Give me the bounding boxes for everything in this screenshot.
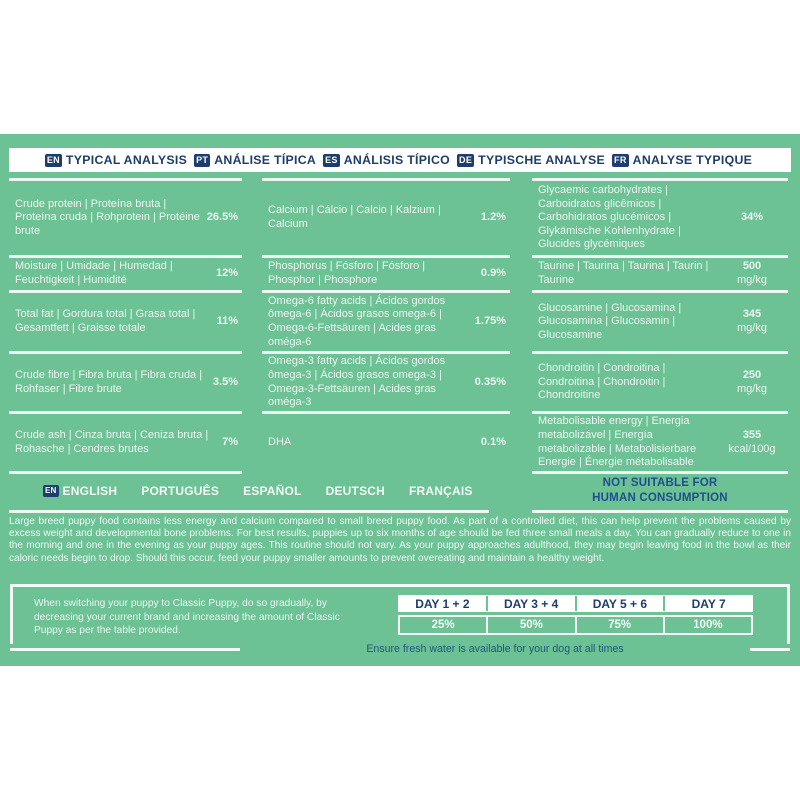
nutrient-unit: mg/kg [737,322,767,334]
divider [532,510,788,513]
day-header-3-4: DAY 3 + 4 [488,596,577,611]
nutrient-value [716,308,788,335]
header-group-pt [194,153,316,167]
nutrient-value: 11% [216,315,238,328]
language-french: FRANÇAIS [409,484,473,498]
analysis-row-taurine [532,258,788,290]
language-spanish: ESPAÑOL [243,484,302,498]
analysis-column-1 [9,178,242,471]
analysis-row-crude-ash [9,414,242,471]
nutrient-label: Omega-3 fatty acids | Ácidos gordos ômega-3 | Ácidos grasos omega-3 | Omega-3-Fettsäuren | Acides gras oméga-3 [268,355,446,409]
divider [532,471,788,474]
header-title-pt: ANÁLISE TÍPICA [214,153,317,167]
nutrient-value: 7% [222,435,238,448]
nutrient-value [716,429,788,456]
transition-table-header [398,595,753,612]
fr-flag-badge: FR [614,154,627,165]
nutrient-amount: 345 [742,308,762,321]
language-label: ENGLISH [62,484,118,498]
nutrient-value: 3.5% [212,375,238,388]
typical-analysis-header [9,148,791,172]
header-title-fr: ANALYSE TYPIQUE [632,153,753,167]
nutrient-label: Moisture | Umidade | Humedad | Feuchtigkeit | Humidité [15,260,173,286]
nutrient-label: Glucosamine | Glucosamina | Glucosamina | Glucosamin | Glucosamine [538,301,682,341]
nutrient-value: 0.9% [480,267,506,280]
en-flag-badge: EN [46,154,60,165]
header-group-en [45,153,187,167]
nutrient-value: 26.5% [206,211,238,224]
analysis-column-2 [262,178,510,471]
nutrient-label: DHA [268,435,292,448]
fresh-water-note: Ensure fresh water is available for your dog at all times [366,643,624,655]
language-list [9,476,489,506]
analysis-row-dha [262,414,510,471]
divider [750,648,790,651]
human-consumption-warning [532,476,788,506]
language-english [43,484,117,498]
analysis-row-chondroitin [532,354,788,411]
nutrient-label: Glycaemic carbohydrates | Carboidratos glicêmicos | Carbohidratos glucémicos | Glykämische Kohlenhydrate | Glucides glycémiques [538,184,681,251]
nutrient-value: 0.1% [480,435,506,448]
day-header-1-2: DAY 1 + 2 [399,596,488,611]
warning-line-1: NOT SUITABLE FOR [602,477,718,489]
pt-flag-badge: PT [196,154,209,165]
divider [9,471,242,474]
transition-instructions: When switching your puppy to Classic Puppy, do so gradually, by decreasing your current brand and increasing the amount of Classic Puppy as per the table provided. [34,598,340,636]
day-header-5-6: DAY 5 + 6 [577,596,666,611]
nutrient-label: Metabolisable energy | Energia metabolizável | Energía metabolizable | Metabolisierbare Energie | Énergie métabolisable [538,415,697,469]
warning-line-2: HUMAN CONSUMPTION [592,492,728,504]
nutrient-amount: 34% [740,211,764,224]
analysis-column-3 [532,178,788,471]
day-percent-7: 100% [693,619,723,631]
nutrient-unit: mg/kg [737,382,767,395]
divider [9,510,489,513]
analysis-row-crude-protein [9,181,242,255]
nutrient-value [716,369,788,396]
nutrient-label: Calcium | Cálcio | Calcio | Kalzium | Calcium [268,204,441,230]
analysis-row-phosphorus [262,258,510,290]
nutrient-amount: 355 [742,428,762,441]
day-header-7: DAY 7 [691,597,726,611]
nutrient-value [716,211,788,225]
header-title-en: TYPICAL ANALYSIS [65,153,188,167]
header-group-fr [612,153,752,167]
nutrient-label: Omega-6 fatty acids | Ácidos gordos ômega-6 | Ácidos grasos omega-6 | Omega-6-Fettsäuren | Acides gras oméga-6 [268,294,446,348]
analysis-row-glycaemic-carbs [532,181,788,255]
nutrient-label: Taurine | Taurina | Taurina | Taurin | Taurine [538,260,709,286]
nutrient-label: Phosphorus | Fósforo | Fósforo | Phosphor | Phosphore [268,260,426,286]
nutrient-label: Crude ash | Cinza bruta | Ceniza bruta | Rohasche | Cendres brutes [15,428,209,455]
header-group-de [457,153,605,167]
nutrient-label: Crude fibre | Fibra bruta | Fibra cruda | Rohfaser | Fibre brute [15,368,203,395]
water-note-row [10,642,790,656]
nutrient-label: Total fat | Gordura total | Grasa total | Gesamtfett | Graisse totale [15,308,196,334]
day-percent-3-4: 50% [488,617,576,633]
nutrient-value: 0.35% [474,375,506,388]
de-flag-badge: DE [459,154,473,165]
divider [10,648,240,651]
analysis-row-omega-3 [262,354,510,411]
es-flag-badge: ES [325,154,338,165]
language-german: DEUTSCH [325,484,386,498]
analysis-row-glucosamine [532,293,788,351]
transition-table [398,595,753,635]
nutrient-value: 1.2% [480,211,506,224]
nutrient-label: Crude protein | Proteína bruta | Proteína cruda | Rohprotein | Protéine brute [15,197,200,237]
analysis-row-calcium [262,181,510,255]
nutrient-amount: 500 [742,260,762,273]
en-flag-badge: EN [45,486,57,495]
analysis-row-metabolisable-energy [532,414,788,471]
nutrient-amount: 250 [742,368,762,381]
day-percent-5-6: 75% [577,617,665,633]
nutrient-unit: mg/kg [737,274,767,286]
feeding-description: Large breed puppy food contains less energy and calcium compared to small breed puppy food. As part of a controlled diet, this can help prevent the problems caused by excess weight and developmental bone problems. For best results, puppies up to six months of age should be fed three small meals a day. You can gradually reduce to one in the morning and one in the evening as your puppy ages. This routine should not vary. As your puppy approaches adulthood, they may begin leaving food in the bowl as their caloric needs begin to drop. Should this occur, feed your puppy smaller amounts to prevent overeating and maintain a healthy weight. [9,516,791,564]
analysis-row-moisture [9,258,242,290]
nutrient-unit: kcal/100g [728,442,776,455]
nutrient-label: Chondroitin | Condroitina | Condroitina | Chondroitin | Chondroitine [538,362,666,402]
header-title-es: ANÁLISIS TÍPICO [343,153,451,167]
transition-table-values [398,615,753,635]
nutrient-value: 1.75% [474,315,506,328]
day-percent-1-2: 25% [400,617,488,633]
nutrient-value [716,260,788,287]
analysis-row-total-fat [9,293,242,351]
header-title-de: TYPISCHE ANALYSE [478,153,606,167]
header-group-es [323,153,450,167]
analysis-row-crude-fibre [9,354,242,411]
language-portuguese: PORTUGUÊS [141,484,220,498]
analysis-row-omega-6 [262,293,510,351]
nutrient-value: 12% [215,267,238,280]
